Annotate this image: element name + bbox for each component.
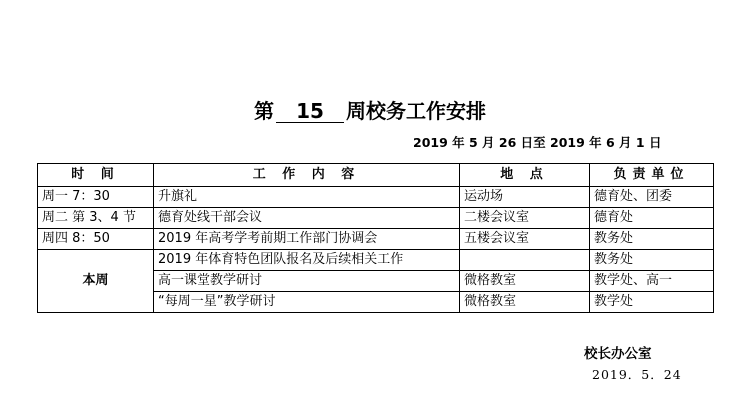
row-location: 二楼会议室 [460, 208, 590, 229]
row-location: 微格教室 [460, 292, 590, 313]
schedule-table [37, 163, 714, 313]
table-header-row [38, 164, 714, 187]
row-location: 五楼会议室 [460, 229, 590, 250]
row-unit: 教务处 [590, 250, 714, 271]
row-content: 高一课堂教学研讨 [154, 271, 460, 292]
row-unit: 德育处 [590, 208, 714, 229]
header-unit: 负责单位 [590, 164, 714, 187]
table-row [38, 187, 714, 208]
table-row [38, 229, 714, 250]
row-location: 运动场 [460, 187, 590, 208]
row-time: 周一 7：30 [38, 187, 154, 208]
week-number: 15 [276, 100, 344, 123]
row-content: 德育处线干部会议 [154, 208, 460, 229]
issuing-office: 校长办公室 [584, 346, 652, 362]
row-content: 2019 年高考学考前期工作部门协调会 [154, 229, 460, 250]
page-title [0, 98, 740, 124]
table-row [38, 250, 714, 271]
row-content: “每周一星”教学研讨 [154, 292, 460, 313]
row-unit: 教学处 [590, 292, 714, 313]
row-unit: 教务处 [590, 229, 714, 250]
row-location: 微格教室 [460, 271, 590, 292]
header-location: 地 点 [460, 164, 590, 187]
header-time: 时 间 [38, 164, 154, 187]
header-content: 工 作 内 容 [154, 164, 460, 187]
row-time: 周二 第 3、4 节 [38, 208, 154, 229]
date-range: 2019 年 5 月 26 日至 2019 年 6 月 1 日 [413, 135, 662, 150]
week-label: 本周 [38, 250, 154, 313]
issue-date: 2019．5．24 [592, 367, 682, 382]
title-suffix: 周校务工作安排 [346, 99, 486, 123]
row-unit: 德育处、团委 [590, 187, 714, 208]
row-time: 周四 8：50 [38, 229, 154, 250]
row-content: 2019 年体育特色团队报名及后续相关工作 [154, 250, 460, 271]
table-row [38, 208, 714, 229]
row-location [460, 250, 590, 271]
row-content: 升旗礼 [154, 187, 460, 208]
title-prefix: 第 [254, 99, 274, 123]
row-unit: 教学处、高一 [590, 271, 714, 292]
